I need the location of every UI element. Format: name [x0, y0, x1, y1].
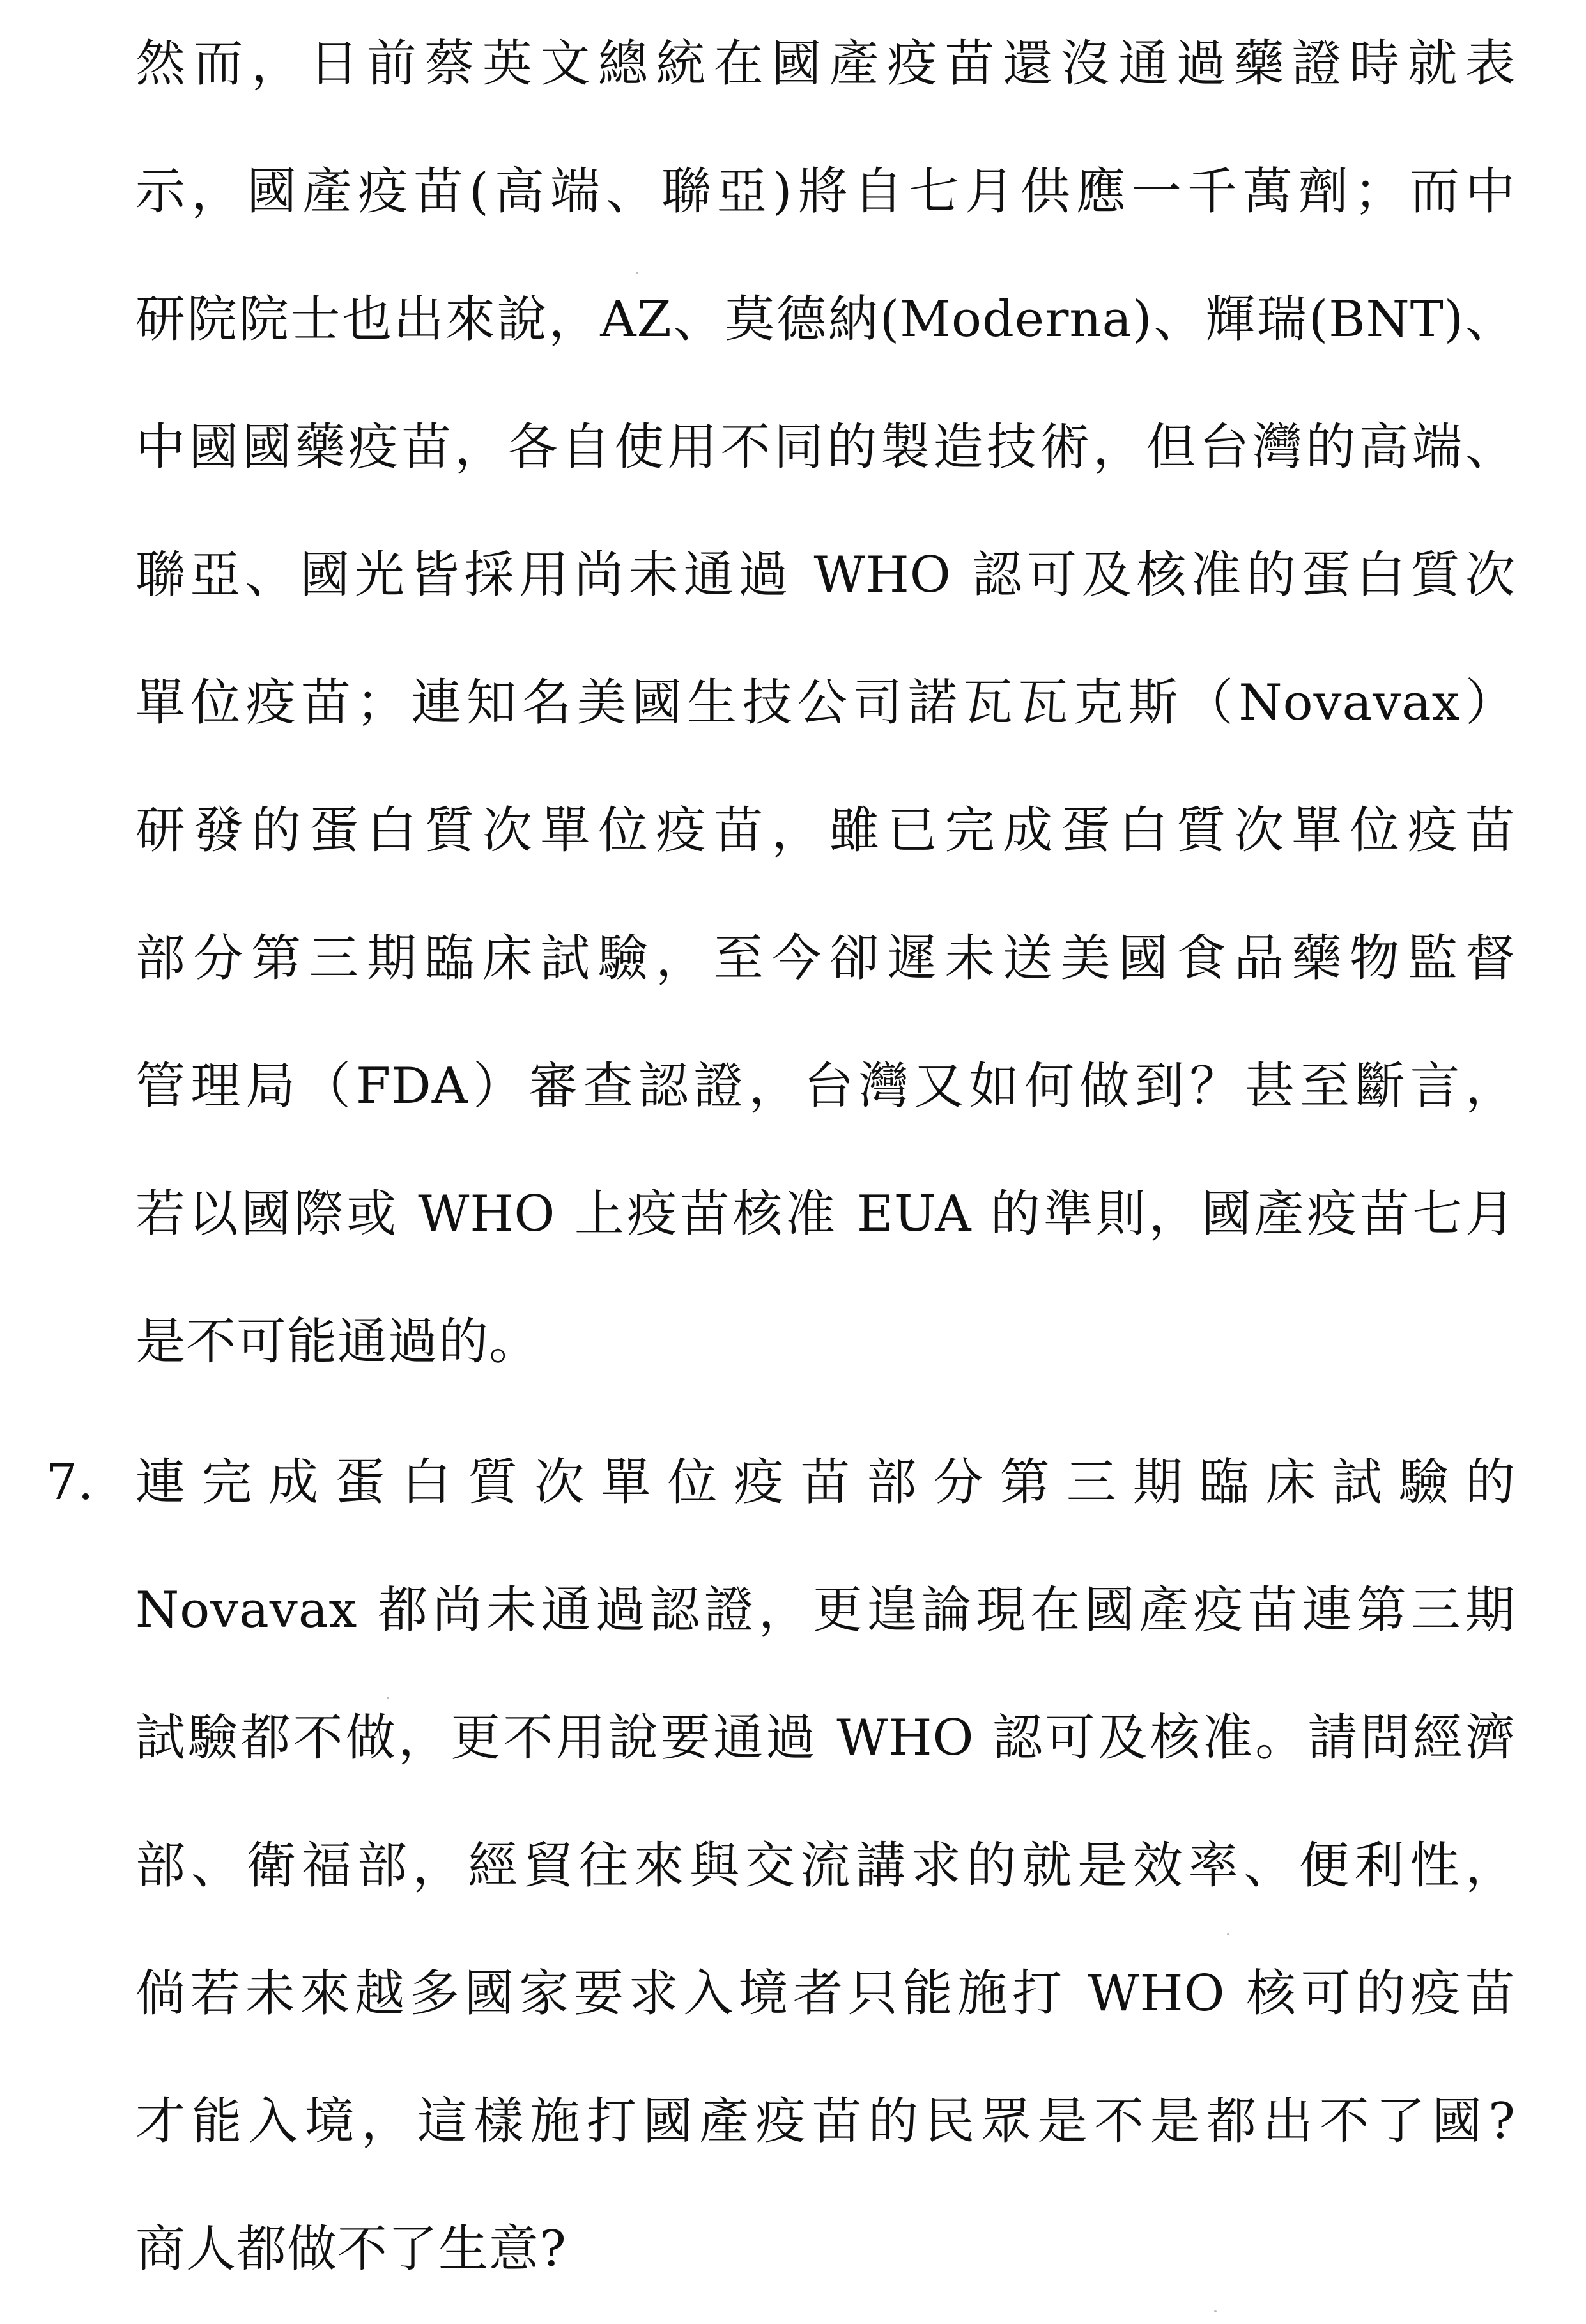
paragraph-line: 然而，日前蔡英文總統在國產疫苗還沒通過藥證時就表 — [135, 35, 1516, 93]
item-line: 部、衛福部，經貿往來與交流講求的就是效率、便利性， — [135, 1837, 1516, 1895]
item-line: 才能入境，這樣施打國產疫苗的民眾是不是都出不了國? — [135, 2093, 1516, 2150]
paragraph-line: 若以國際或 WHO 上疫苗核准 EUA 的準則，國產疫苗七月 — [135, 1185, 1516, 1243]
item-line: 商人都做不了生意? — [135, 2220, 567, 2278]
scan-speck — [1214, 2310, 1217, 2312]
paragraph-line: 是不可能通過的。 — [135, 1313, 540, 1371]
scan-speck — [1227, 1933, 1229, 1935]
scan-speck — [636, 272, 638, 274]
paragraph-line: 部分第三期臨床試驗，至今卻遲未送美國食品藥物監督 — [135, 930, 1516, 987]
paragraph-line: 示，國產疫苗(高端、聯亞)將自七月供應一千萬劑；而中 — [135, 163, 1516, 220]
item-line: Novavax 都尚未通過認證，更遑論現在國產疫苗連第三期 — [135, 1581, 1516, 1639]
paragraph-line: 單位疫苗；連知名美國生技公司諾瓦瓦克斯（Novavax） — [135, 674, 1516, 732]
scan-speck — [387, 1697, 389, 1699]
item-line: 試驗都不做，更不用說要通過 WHO 認可及核准。請問經濟 — [135, 1709, 1516, 1767]
paragraph-line: 研發的蛋白質次單位疫苗，雖已完成蛋白質次單位疫苗 — [135, 802, 1516, 859]
paragraph-line: 管理局（FDA）審查認證，台灣又如何做到？甚至斷言， — [135, 1058, 1516, 1115]
paragraph-line: 聯亞、國光皆採用尚未通過 WHO 認可及核准的蛋白質次 — [135, 546, 1516, 604]
item-number: 7. — [46, 1454, 94, 1511]
item-line: 連完成蛋白質次單位疫苗部分第三期臨床試驗的 — [135, 1454, 1516, 1511]
paragraph-line: 研院院士也出來說，AZ、莫德納(Moderna)、輝瑞(BNT)、 — [135, 291, 1516, 348]
item-line: 倘若未來越多國家要求入境者只能施打 WHO 核可的疫苗 — [135, 1965, 1516, 2022]
paragraph-line: 中國國藥疫苗，各自使用不同的製造技術，但台灣的高端、 — [135, 419, 1516, 476]
